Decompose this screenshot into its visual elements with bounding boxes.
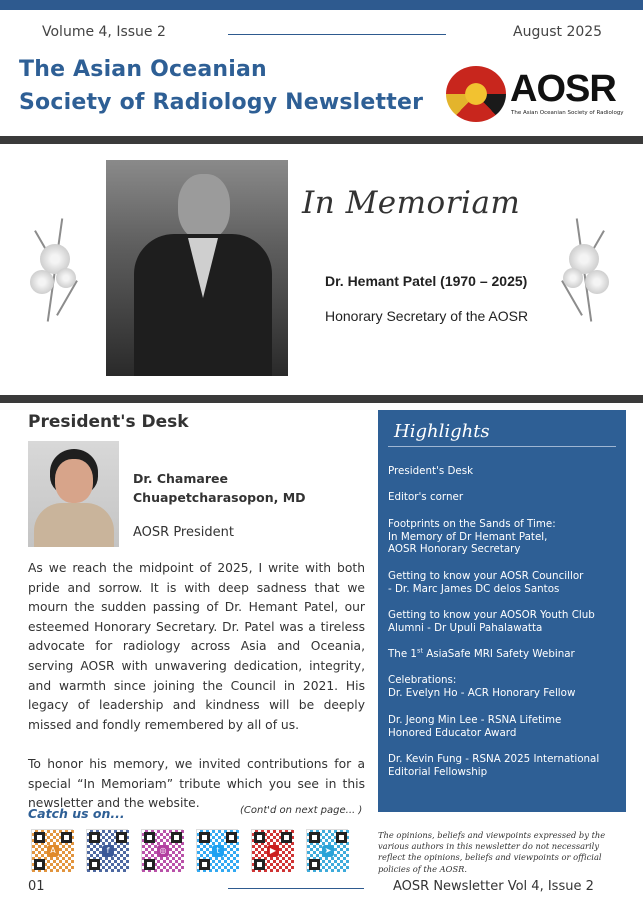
memorial-role: Honorary Secretary of the AOSR	[325, 308, 529, 324]
webinar-prefix: The 1	[388, 648, 417, 661]
highlight-item[interactable]: Celebrations: Dr. Evelyn Ho - ACR Honorary Fellow	[388, 674, 576, 700]
highlight-item[interactable]: Dr. Jeong Min Lee - RSNA Lifetime Honored Educator Award	[388, 713, 562, 739]
continued-note: (Cont'd on next page... )	[240, 805, 363, 816]
message-paragraph: As we reach the midpoint of 2025, I write with both pride and sorrow. It is with deep sadness that we mourn the sudden passing of Dr. Hemant Patel, our esteemed Honorary Secretary. Dr. Patel was a tireless advocate for radiology across Asia and Oceania, serving AOSR with unwavering dedication, integrity, and warmth since joining the Council in 2021. His legacy of leadership and kindness will be deeply missed and fondly remembered by all of us.	[28, 561, 365, 732]
in-memoriam-heading: In Memoriam	[302, 185, 521, 221]
white-rose-decoration-icon	[24, 218, 86, 322]
presidents-message	[28, 559, 365, 833]
president-name-line2: Chuapetcharasopon, MD	[133, 490, 306, 505]
highlights-title: Highlights	[394, 421, 490, 442]
presidents-desk-heading: President's Desk	[28, 412, 189, 432]
aosr-emblem-icon	[446, 66, 506, 122]
memorial-banner	[0, 144, 643, 395]
highlight-item[interactable]: Getting to know your AOSR Councillor - Dr. Marc James DC delos Santos	[388, 569, 584, 595]
highlight-item[interactable]: Getting to know your AOSOR Youth Club Alumni - Dr Upuli Pahalawatta	[388, 608, 595, 634]
hemant-patel-photo	[106, 160, 288, 376]
message-paragraph: To honor his memory, we invited contributions for a special “In Memoriam” tribute which you see in this newsletter and the website.	[28, 756, 365, 811]
header-divider	[228, 34, 446, 35]
youtube-qr-icon[interactable]: ▶	[251, 829, 293, 871]
section-divider-bottom	[0, 395, 643, 403]
newsletter-title-line1: The Asian Oceanian	[19, 57, 267, 82]
webinar-ordinal: st	[416, 646, 423, 655]
footer-newsletter-label: AOSR Newsletter Vol 4, Issue 2	[393, 879, 594, 894]
newsletter-title-line2: Society of Radiology Newsletter	[19, 90, 424, 115]
instagram-qr-icon[interactable]: ◎	[141, 829, 183, 871]
telegram-qr-icon[interactable]: ➤	[306, 829, 348, 871]
president-photo	[28, 441, 119, 547]
white-rose-decoration-icon	[553, 218, 615, 322]
aosr-logo-text: AOSR	[510, 68, 616, 110]
facebook-qr-icon[interactable]: f	[86, 829, 128, 871]
highlights-divider	[388, 446, 616, 447]
catch-us-on-label: Catch us on...	[28, 806, 125, 821]
aosr-website-qr-icon[interactable]: A	[31, 829, 73, 871]
highlight-item[interactable]: Footprints on the Sands of Time: In Memory of Dr Hemant Patel, AOSR Honorary Secretary	[388, 517, 556, 556]
issue-date: August 2025	[513, 24, 603, 40]
highlight-item[interactable]: Editor's corner	[388, 491, 464, 504]
president-name-line1: Dr. Chamaree	[133, 471, 228, 486]
disclaimer-text: The opinions, beliefs and viewpoints expressed by the various authors in this newsletter do not necessarily reflect the opinions, beliefs and viewpoints or official policies of the AOSR.	[378, 830, 606, 874]
highlight-item[interactable]: Dr. Kevin Fung - RSNA 2025 International Editorial Fellowship	[388, 752, 600, 778]
twitter-qr-icon[interactable]: t	[196, 829, 238, 871]
memorial-name: Dr. Hemant Patel (1970 – 2025)	[325, 273, 528, 289]
section-divider-top	[0, 136, 643, 144]
page-number: 01	[28, 879, 45, 894]
highlights-list	[388, 465, 620, 792]
highlights-panel	[378, 410, 626, 812]
highlight-item[interactable]: President's Desk	[388, 465, 474, 477]
aosr-logo-subtitle: The Asian Oceanian Society of Radiology	[511, 110, 624, 116]
webinar-suffix: AsiaSafe MRI Safety Webinar	[422, 648, 575, 661]
president-role: AOSR President	[133, 525, 234, 540]
top-accent-bar	[0, 0, 643, 10]
volume-label: Volume 4, Issue 2	[42, 24, 166, 40]
highlight-item-webinar[interactable]	[388, 648, 620, 661]
footer-divider	[228, 888, 364, 889]
